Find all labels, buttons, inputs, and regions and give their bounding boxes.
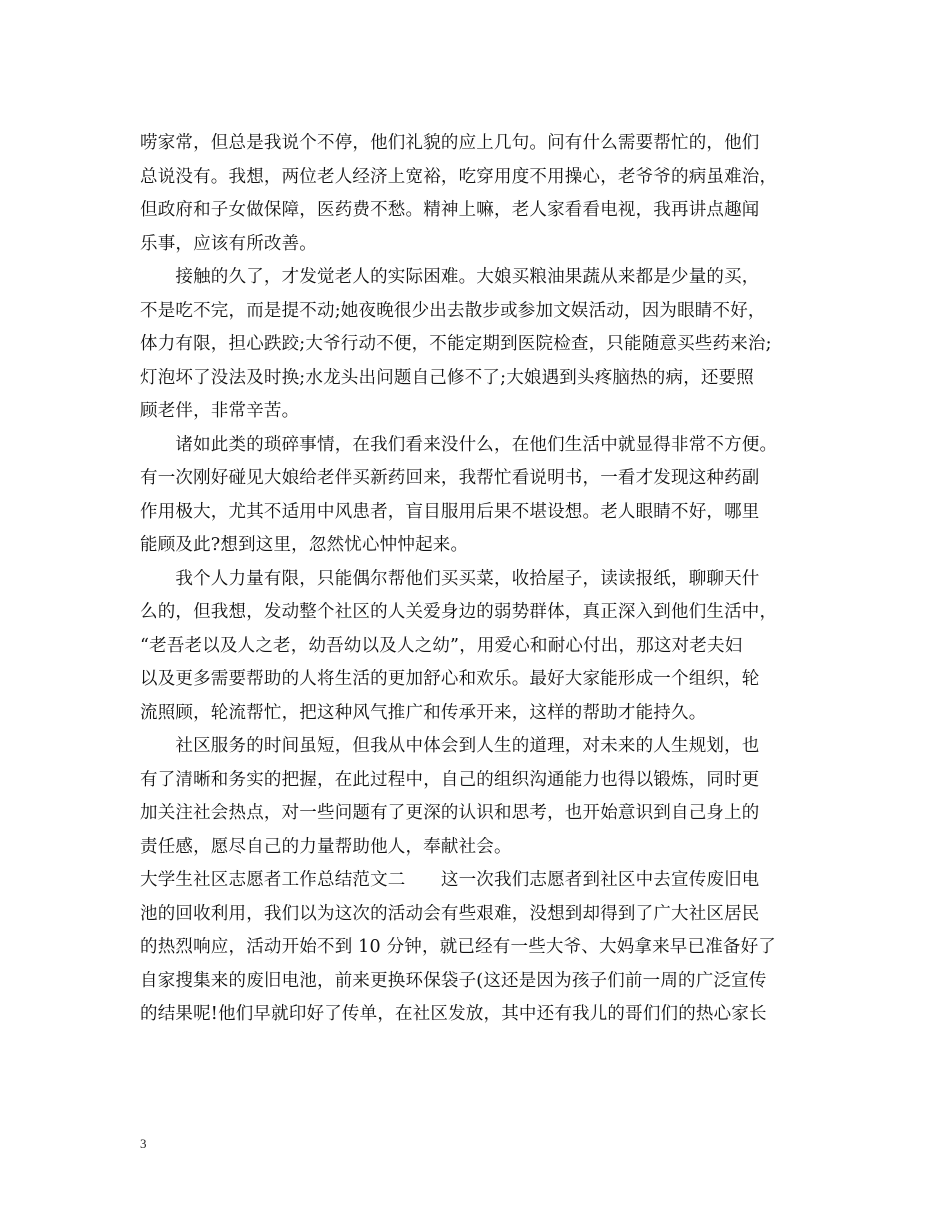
text-line: 诸如此类的琐碎事情，在我们看来没什么，在他们生活中就显得非常不方便。 bbox=[140, 434, 778, 455]
document-body bbox=[140, 127, 812, 1032]
text-line: 作用极大，尤其不适用中风患者，盲目服用后果不堪设想。老人眼睛不好，哪里 bbox=[140, 501, 760, 522]
text-line: 大学生社区志愿者工作总结范文二 这一次我们志愿者到社区中去宣传废旧电 bbox=[140, 870, 760, 890]
text-line: 自家搜集来的废旧电池，前来更换环保袋子(这还是因为孩子们前一周的广泛宣传 bbox=[140, 970, 767, 991]
text-line: 乐事，应该有所改善。 bbox=[140, 233, 317, 254]
text-line: 有一次刚好碰见大娘给老伴买新药回来，我帮忙看说明书，一看才发现这种药副 bbox=[140, 468, 760, 488]
text-line: 体力有限，担心跌跤;大爷行动不便，不能定期到医院检查，只能随意买些药来治; bbox=[140, 334, 772, 354]
text-line: 么的，但我想，发动整个社区的人关爱身边的弱势群体，真正深入到他们生活中， bbox=[140, 602, 778, 622]
text-line: 的结果呢!他们早就印好了传单，在社区发放，其中还有我儿的哥们们的热心家长 bbox=[140, 1004, 767, 1024]
text-line: 池的回收利用，我们以为这次的活动会有些艰难，没想到却得到了广大社区居民 bbox=[140, 903, 760, 924]
text-line: 责任感，愿尽自己的力量帮助他人，奉献社会。 bbox=[140, 836, 512, 857]
text-line: 但政府和子女做保障，医药费不愁。精神上嘛，老人家看看电视，我再讲点趣闻 bbox=[140, 200, 760, 220]
text-line: 流照顾，轮流帮忙，把这种风气推广和传承开来，这样的帮助才能持久。 bbox=[140, 702, 707, 723]
text-line: “老吾老以及人之老，幼吾幼以及人之幼”，用爱心和耐心付出，那这对老夫妇 bbox=[140, 635, 743, 656]
text-line: 能顾及此?想到这里，忽然忧心忡忡起来。 bbox=[140, 535, 469, 555]
text-line: 不是吃不完，而是提不动;她夜晚很少出去散步或参加文娱活动，因为眼睛不好， bbox=[140, 300, 766, 321]
page-number: 3 bbox=[140, 1136, 147, 1151]
text-line: 加关注社会热点，对一些问题有了更深的认识和思考，也开始意识到自己身上的 bbox=[140, 803, 760, 823]
text-line: 我个人力量有限，只能偶尔帮他们买买菜，收拾屋子，读读报纸，聊聊天什 bbox=[140, 568, 760, 589]
text-line: 顾老伴，非常辛苦。 bbox=[140, 401, 300, 421]
text-line: 有了清晰和务实的把握，在此过程中，自己的组织沟通能力也得以锻炼，同时更 bbox=[140, 769, 760, 790]
text-line: 的热烈响应，活动开始不到 10 分钟，就已经有一些大爷、大妈拿来早已准备好了 bbox=[140, 937, 776, 957]
text-line: 接触的久了，才发觉老人的实际困难。大娘买粮油果蔬从来都是少量的买， bbox=[140, 267, 760, 287]
text-line: 社区服务的时间虽短，但我从中体会到人生的道理，对未来的人生规划，也 bbox=[140, 736, 760, 756]
text-line: 总说没有。我想，两位老人经济上宽裕，吃穿用度不用操心，老爷爷的病虽难治， bbox=[140, 166, 778, 187]
text-line: 以及更多需要帮助的人将生活的更加舒心和欢乐。最好大家能形成一个组织，轮 bbox=[140, 669, 760, 689]
text-line: 唠家常，但总是我说个不停，他们礼貌的应上几句。问有什么需要帮忙的，他们 bbox=[140, 133, 760, 153]
text-line: 灯泡坏了没法及时换;水龙头出问题自己修不了;大娘遇到头疼脑热的病，还要照 bbox=[140, 367, 754, 388]
